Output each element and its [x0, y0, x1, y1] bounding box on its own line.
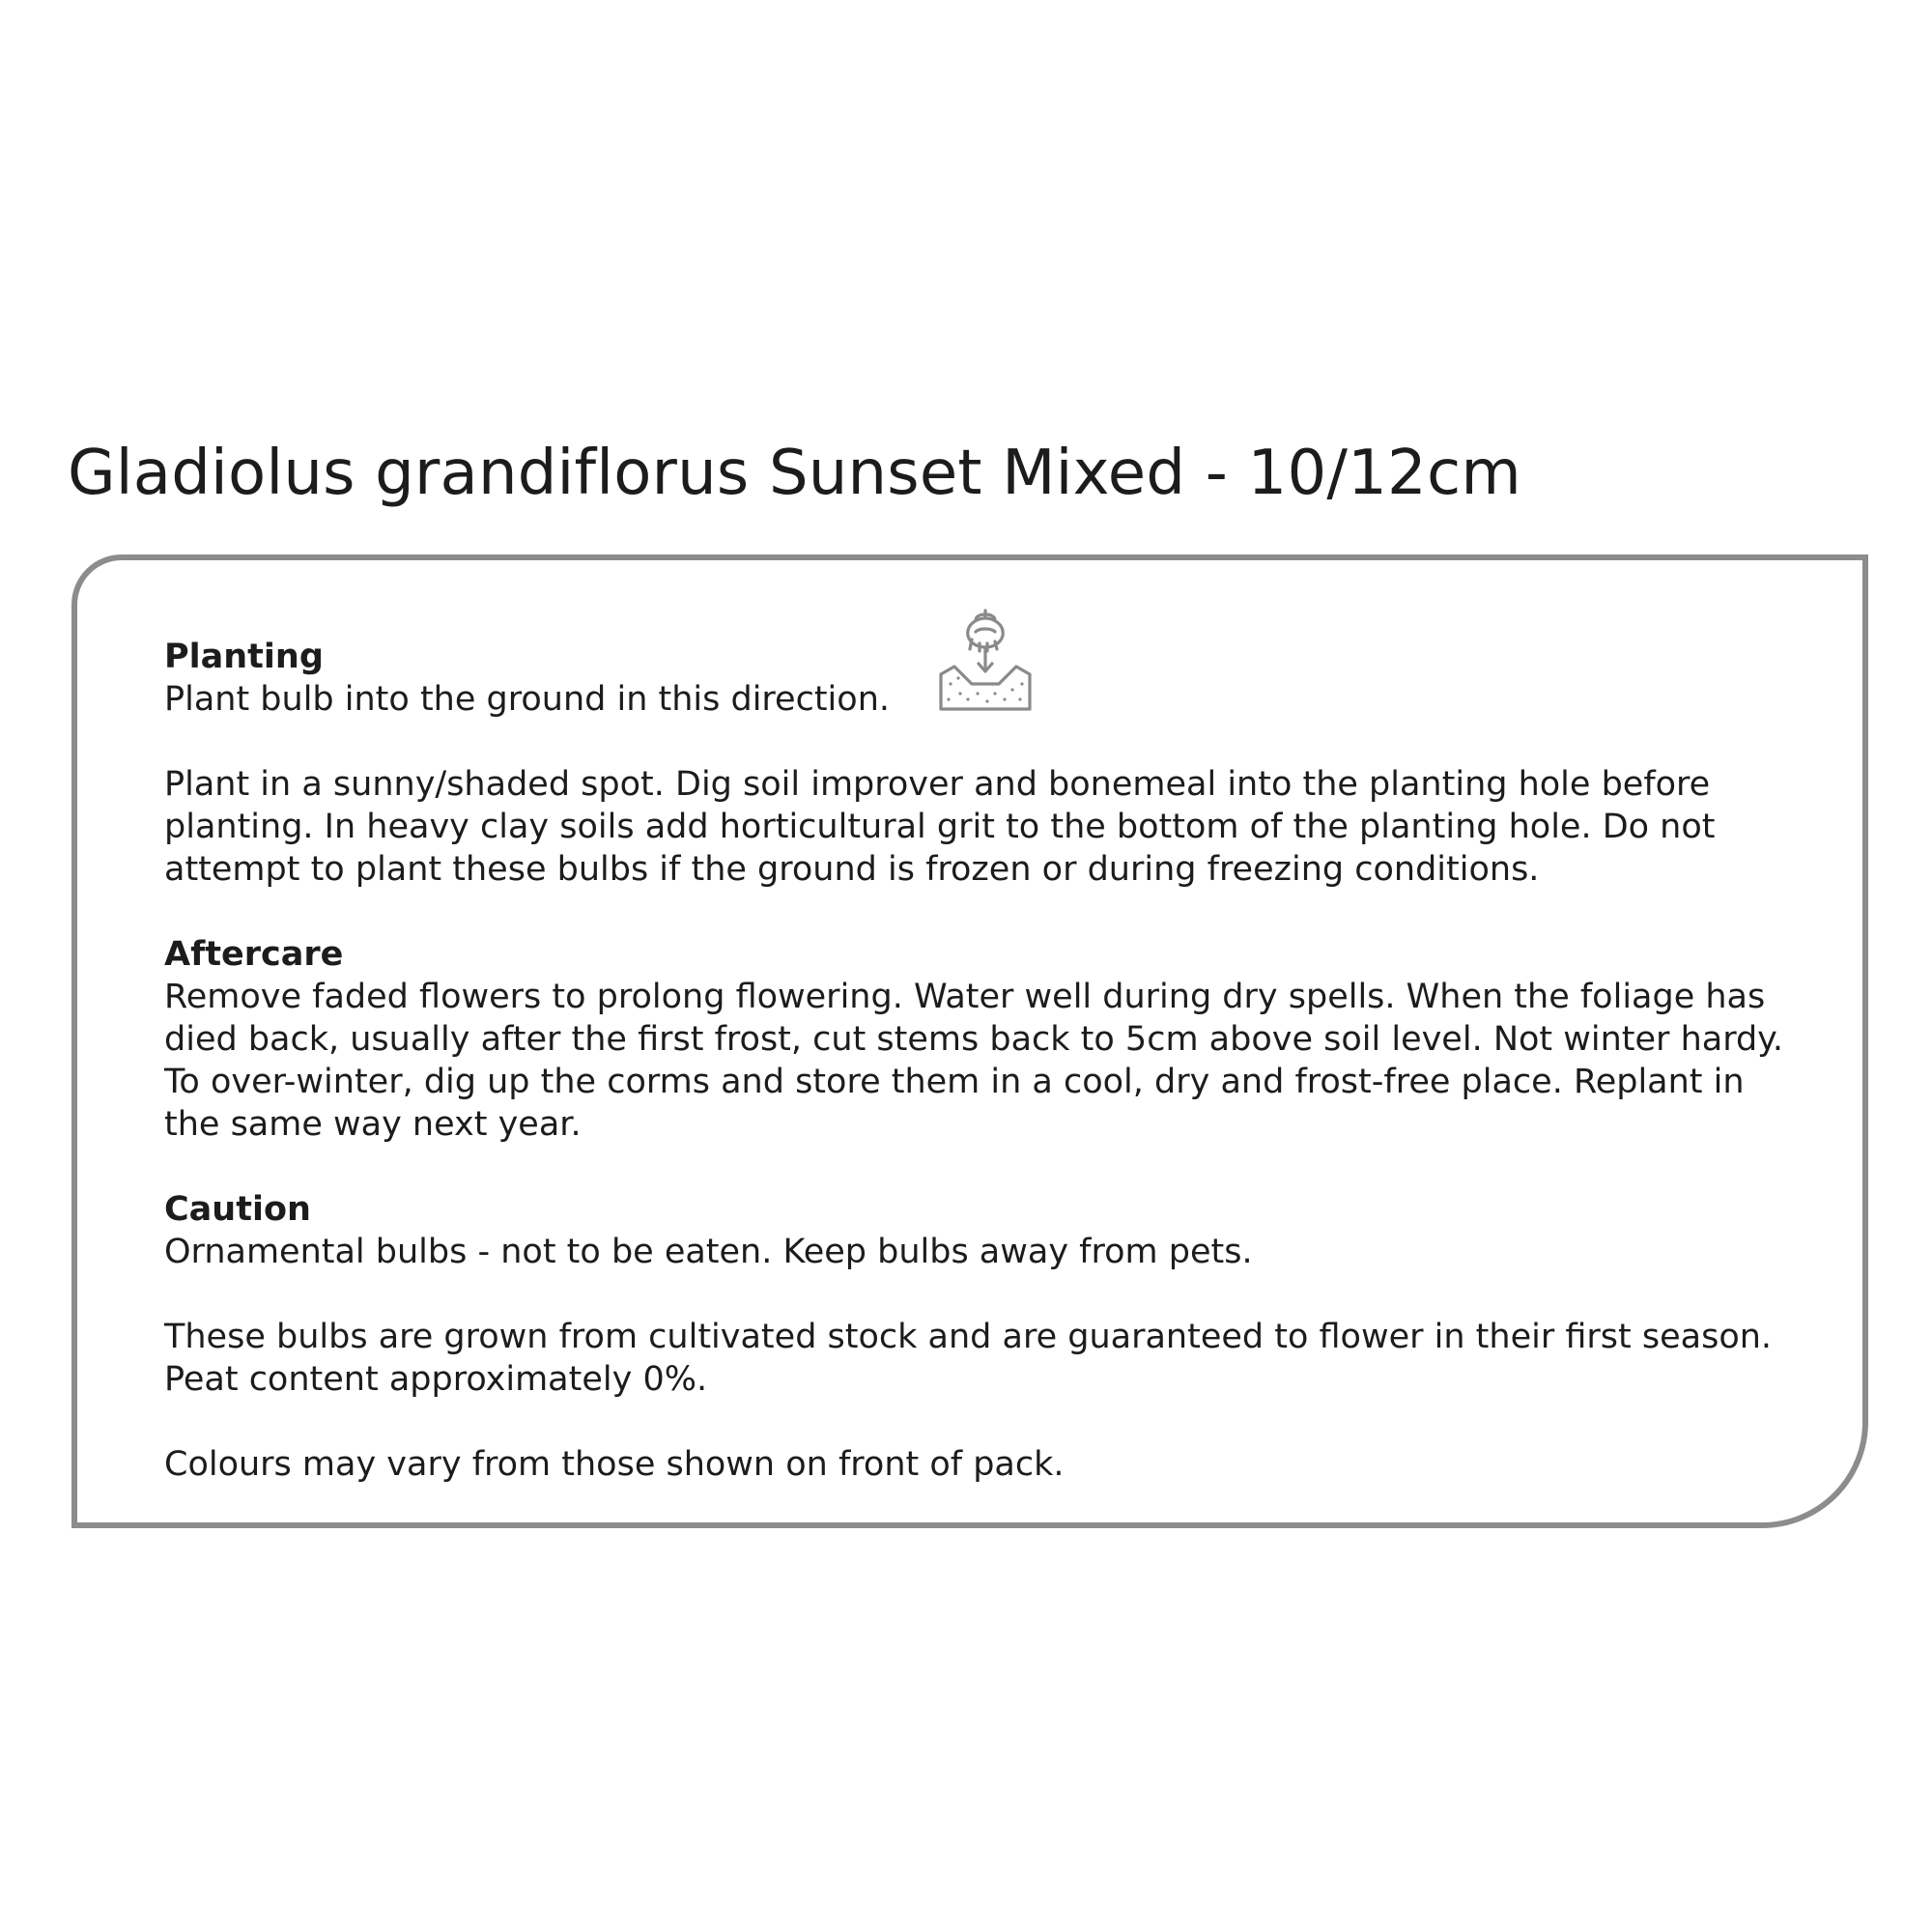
aftercare-section [164, 933, 1787, 1146]
planting-heading: Planting [164, 638, 324, 676]
caution-section [164, 1188, 1787, 1273]
aftercare-text: Remove faded flowers to prolong flowering. Water well during dry spells. When the foliage has died back, usually after the first frost, cut stems back to 5cm above soil level. Not winter hardy. To over-winter, dig up the corms and store them in a cool, dry and frost-free place. Replant in the same way next year. [164, 978, 1784, 1144]
caution-text: Ornamental bulbs - not to be eaten. Keep bulbs away from pets. [164, 1233, 1253, 1271]
bulb-planting-direction-icon [937, 607, 1034, 713]
caution-heading: Caution [164, 1190, 311, 1229]
planting-direction-text: Plant bulb into the ground in this direction. [164, 680, 890, 719]
care-instructions-panel [71, 554, 1868, 1528]
planting-section [164, 636, 1787, 721]
product-title: Gladiolus grandiflorus Sunset Mixed - 10/12cm [68, 438, 1521, 509]
guarantee-text: These bulbs are grown from cultivated stock and are guaranteed to flower in their first season. Peat content approximately 0%. [164, 1318, 1773, 1399]
care-instructions-content [164, 636, 1787, 1486]
planting-instructions: Plant in a sunny/shaded spot. Dig soil improver and bonemeal into the planting hole before planting. In heavy clay soils add horticultural grit to the bottom of the planting hole. Do not attempt to plant these bulbs if the ground is frozen or during freezing conditions. [164, 765, 1716, 889]
colour-note-text: Colours may vary from those shown on front of pack. [164, 1445, 1065, 1484]
aftercare-heading: Aftercare [164, 935, 344, 974]
